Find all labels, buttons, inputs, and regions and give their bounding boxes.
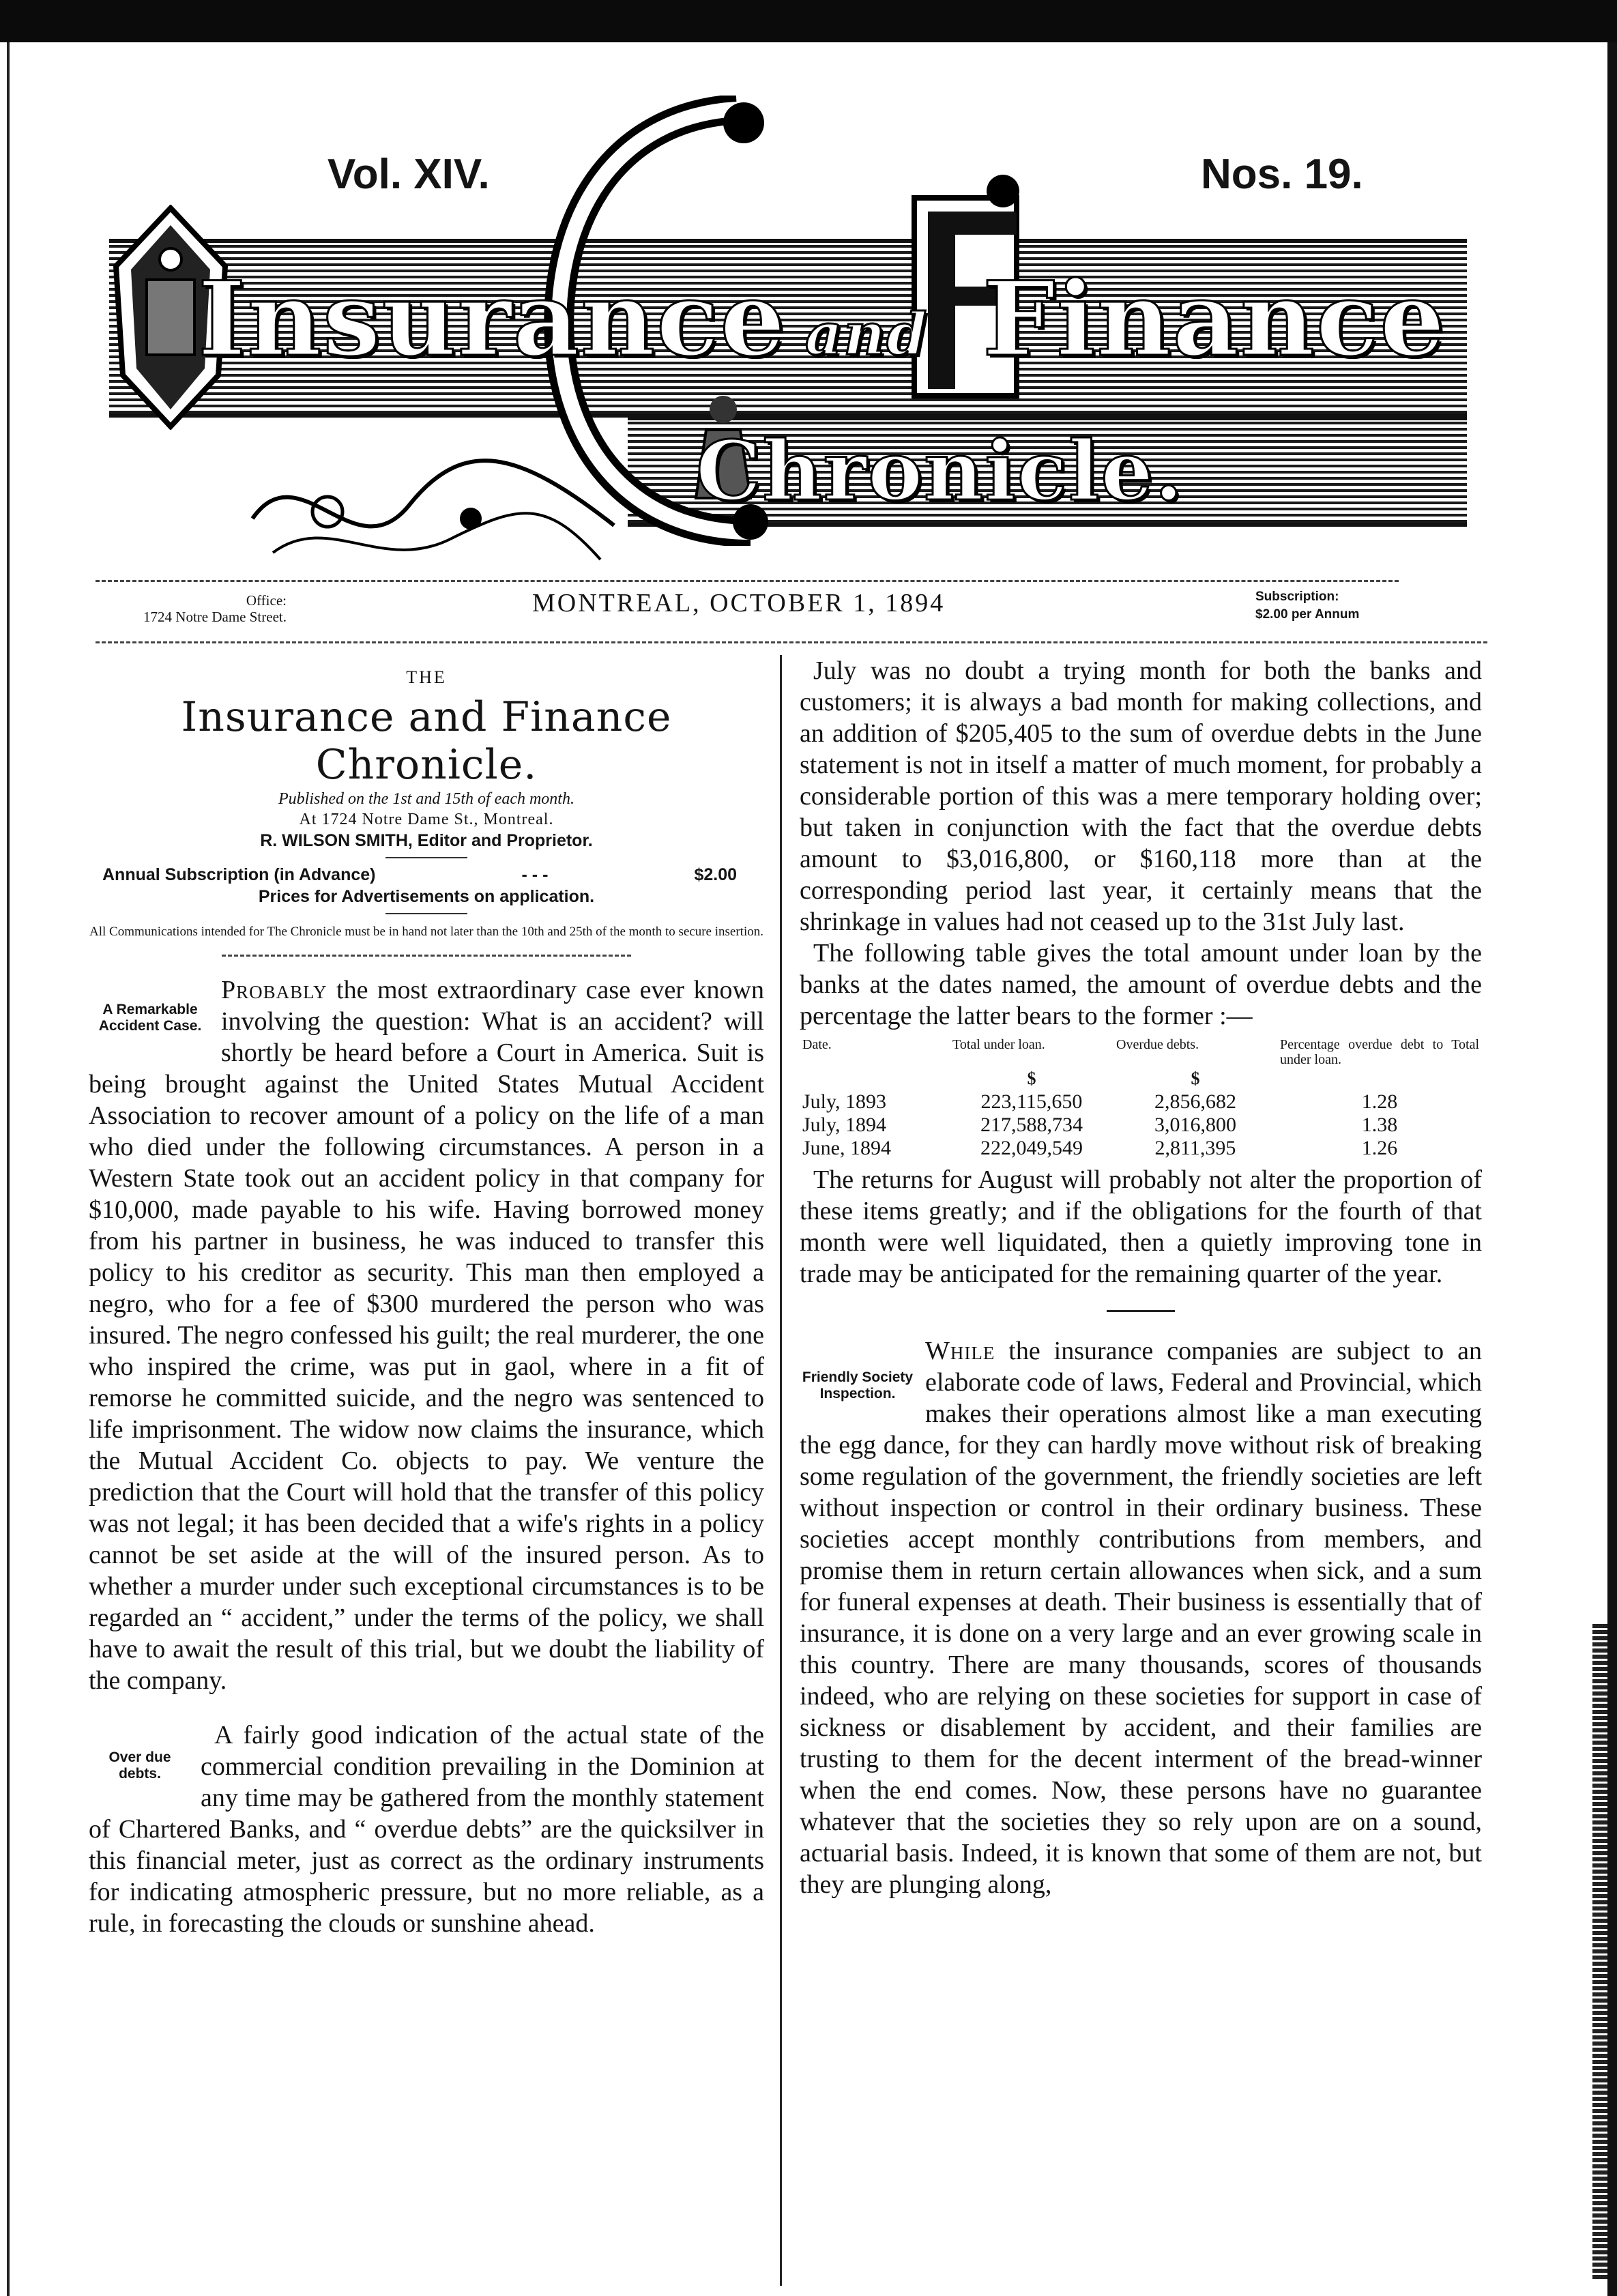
subscription-note [1255,588,1481,624]
info-rule [385,857,467,858]
table-cell: 222,049,549 [980,1137,1083,1159]
table-cell: 1.38 [1361,1114,1398,1136]
sidenote-accident: A Remarkable Accident Case. [98,1002,202,1034]
table-header-percentage: Percentage overdue debt to Total under loan. [1280,1037,1479,1067]
info-box-rule [222,955,631,957]
table-unit-row [800,1067,1482,1090]
table-row [800,1114,1482,1137]
dateline-rule-bottom [96,641,1487,643]
table-cell: July, 1894 [802,1114,887,1136]
issue-numbers: Nos. 19. [1201,151,1363,198]
table-cell: July, 1893 [802,1090,887,1113]
table-cell: 1.26 [1361,1137,1398,1159]
article-accident-case [89,974,764,1696]
dateline-rule-top [96,580,1399,582]
dateline: MONTREAL, OCTOBER 1, 1894 [532,589,946,617]
table-cell: June, 1894 [802,1137,891,1159]
table-cell: 223,115,650 [980,1090,1083,1113]
table-cell: 1.28 [1361,1090,1398,1113]
table-intro: The following table gives the total amount under loan by the banks at the dates named, the amount of overdue debts and the percentage the latter bears to the former :— [800,939,1482,1030]
masthead-title-chronicle: Chronicle. [696,423,1184,519]
floral-flourish-icon [246,437,628,580]
scan-left-edge [7,42,10,2296]
info-ads: Prices for Advertisements on application. [258,887,595,906]
office-label: Office: [246,592,287,609]
table-row [800,1137,1482,1160]
info-subscription-dots: - - - [521,865,549,884]
scan-right-edge [1607,42,1617,2296]
left-column [89,655,764,1939]
table-cell: 2,856,682 [1154,1090,1236,1113]
friendly-text: the insurance companies are subject to an elaborate code of laws, Federal and Provincial, which makes their operations almost like a man executing the egg dance, for they can hardly move without risk of breaking some regulation of the government, the friendly societies are left without inspection or control in their ordinary business. These societies accept monthly contributions from members, and promise them in return certain allowances when sick, and a sum for funeral expenses at death. Their business is essentially that of insurance, it is done on a very large and an ever growing scale in this country. There are many thousands, scores of thousands indeed, who are relying on these societies for support in case of sickness or disablement by accident, and their families are trusting to them for the decent interment of the bread-winner when the end comes. Now, these persons have no guarantee whatever that the societies they so rely upon are on a sound, actuarial basis. Indeed, it is known that some of them are not, but they are plunging along, [800,1337,1482,1899]
table-unit-cell [1277,1067,1482,1090]
info-address: At 1724 Notre Dame St., Montreal. [299,811,554,828]
overdue-text: A fairly good indication of the actual state of the commercial condition prevailing in the Dominion at any time may be gathered from the monthly statement of Chartered Banks, and “ overdue debts” are the quicksilver in this financial meter, just as correct as the ordinary instruments for indicating atmospheric pressure, but no more reliable, as a rule, in forecasting the clouds or sunshine ahead. [89,1721,764,1938]
office-street: 1724 Notre Dame Street. [143,609,287,625]
masthead-title-finance: Finance [982,259,1446,379]
publication-info-box [89,662,764,940]
right-column [800,655,1482,1900]
section-rule [1107,1310,1175,1312]
table-header-overdue: Overdue debts. [1116,1037,1199,1052]
article-friendly-body [800,1335,1482,1900]
table-cell: 217,588,734 [980,1114,1083,1136]
column-divider [780,655,782,2286]
table-cell: 2,811,395 [1154,1137,1236,1159]
info-subscription [89,864,764,886]
table-unit-cell: $ [1027,1069,1036,1088]
table-header-date: Date. [802,1037,832,1052]
info-subscription-label: Annual Subscription (in Advance) [102,865,376,884]
sidenote-friendly: Friendly Society Inspection. [802,1369,914,1401]
accident-lead-word: Probably [221,976,327,1004]
accident-text: the most extraordinary case ever known involving the question: What is an accident? will shortly be heard before a Court in America. Suit is being brought against the United States Mutual Accident Association to recover amount of a policy on the life of a man who died under the following circumstances. A person in a Western State took out an accident policy in that company for $10,000, made payable to his wife. Having borrowed money from his partner in business, he was induced to transfer this policy to his creditor as security. This man then employed a negro, who for a fee of $300 murdered the person who was insured. The negro confessed his guilt; the real murderer, the one who inspired the crime, was put in gaol, where in a fit of remorse he committed suicide, and the negro was sentenced to life imprisonment. The widow now claims the insurance, which the Mutual Accident Co. objects to pay. We venture the prediction that the Court will hold that the transfer of this policy was not legal; it has been decided that a wife's rights in a policy cannot be set aside at the will of the insured person. As to whether a murder under such exceptional circumstances is to be regarded an “ accident,” under the terms of the policy, we shall have to await the result of this trial, but we doubt the liability of the company. [89,976,764,1695]
info-communications: All Communications intended for The Chronicle must be in hand not later than the 10th and 25th of the month to secure insertion. [89,925,763,939]
info-subscription-price: $2.00 [694,865,737,884]
scan-right-noise [1592,1624,1607,2279]
table-unit-cell: $ [1191,1069,1200,1088]
scan-top-border [0,0,1617,42]
subscription-label: Subscription: [1255,590,1339,604]
subscription-price: $2.00 per Annum [1255,607,1360,622]
table-unit-cell [800,1067,950,1090]
article-accident-body [89,974,764,1696]
masthead [96,96,1467,573]
masthead-title-and: and [805,300,929,368]
info-published: Published on the 1st and 15th of each month. [278,790,574,808]
overdue-closing: The returns for August will probably not alter the proportion of these items greatly; and if the obligations for the fourth of that month were well liquidated, then a quietly improving tone in trade may be anticipated for the remaining quarter of the year. [800,1165,1482,1288]
info-editor: R. WILSON SMITH, Editor and Proprietor. [260,831,593,850]
info-rule-2 [385,913,467,914]
article-overdue-debts [89,1719,764,1939]
masthead-title-insurance: Insurance [198,259,787,379]
table-header-row [800,1037,1482,1067]
info-the: THE [406,667,447,687]
sidenote-overdue: Over due debts. [108,1749,171,1782]
overdue-debts-table [800,1037,1482,1160]
friendly-lead-word: While [925,1337,995,1365]
table-cell: 3,016,800 [1154,1114,1236,1136]
info-title: Insurance and Finance Chronicle. [181,693,672,789]
volume-number: Vol. XIV. [327,151,490,198]
table-row [800,1090,1482,1114]
article-friendly-society [800,1335,1482,1900]
overdue-continued: July was no doubt a trying month for both the banks and customers; it is always a bad month for making collections, and an addition of $205,405 to the sum of overdue debts in the June statement is not in itself a matter of much moment, for probably a considerable portion of this was a mere temporary holding over; but taken in conjunction with the fact that the overdue debts amount to $3,016,800, or $160,118 more than at the corresponding period last year, it certainly means that the shrinkage in values had not ceased up to the 31st July last. [800,656,1482,936]
table-header-total: Total under loan. [952,1037,1045,1052]
office-address [102,592,287,625]
